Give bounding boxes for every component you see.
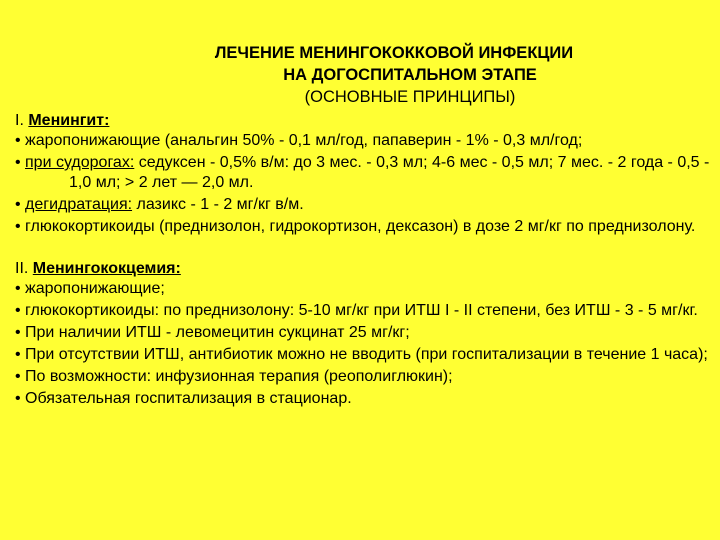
bullet-icon: •	[15, 218, 21, 235]
section-2-item	[15, 323, 710, 343]
item-text: глюкокортикоиды (преднизолон, гидрокортизон, дексазон) в дозе 2 мг/кг по преднизолону.	[25, 218, 696, 235]
section-2-item	[15, 279, 710, 299]
bullet-icon: •	[15, 132, 21, 149]
item-label: при судорогах:	[25, 154, 135, 171]
bullet-icon: •	[15, 154, 21, 171]
section-gap	[15, 237, 710, 259]
section-1-item	[15, 195, 710, 215]
section-1-item	[15, 131, 710, 151]
bullet-icon: •	[15, 196, 21, 213]
item-text: По возможности: инфузионная терапия (реополиглюкин);	[25, 368, 453, 385]
item-text: лазикс - 1 - 2 мг/кг в/м.	[132, 196, 304, 213]
item-text: седуксен - 0,5% в/м: до 3 мес. - 0,3 мл; 4-6 мес - 0,5 мл; 7 мес. - 2 года - 0,5 - 1,0 мл; > 2 лет — 2,0 мл.	[69, 154, 710, 191]
slide-body	[15, 111, 710, 409]
item-text: При наличии ИТШ - левомецитин сукцинат 25 мг/кг;	[25, 324, 410, 341]
title-line-3: (ОСНОВНЫЕ ПРИНЦИПЫ)	[304, 88, 516, 106]
item-text: жаропонижающие;	[25, 280, 165, 297]
section-1-heading	[15, 111, 710, 131]
section-2-item	[15, 345, 710, 365]
section-2-item	[15, 389, 710, 409]
section-2-heading	[15, 259, 710, 279]
section-1-item	[15, 153, 710, 193]
slide-title	[0, 42, 720, 108]
title-line-1: ЛЕЧЕНИЕ МЕНИНГОКОККОВОЙ ИНФЕКЦИИ	[214, 44, 574, 62]
bullet-icon: •	[15, 324, 21, 341]
title-line-2: НА ДОГОСПИТАЛЬНОМ ЭТАПЕ	[283, 66, 537, 84]
section-1-title: Менингит:	[28, 112, 110, 129]
item-text: жаропонижающие (анальгин 50% - 0,1 мл/год, папаверин - 1% - 0,3 мл/год;	[25, 132, 583, 149]
section-2-number: II.	[15, 260, 33, 277]
bullet-icon: •	[15, 346, 21, 363]
bullet-icon: •	[15, 390, 21, 407]
item-text: При отсутствии ИТШ, антибиотик можно не вводить (при госпитализации в течение 1 часа);	[25, 346, 708, 363]
bullet-icon: •	[15, 302, 21, 319]
section-2-title: Менингококцемия:	[32, 260, 181, 277]
item-text: глюкокортикоиды: по преднизолону: 5-10 мг/кг при ИТШ I - II степени, без ИТШ - 3 - 5 мг/кг.	[25, 302, 698, 319]
item-label: дегидратация:	[25, 196, 133, 213]
bullet-icon: •	[15, 368, 21, 385]
item-text: Обязательная госпитализация в стационар.	[25, 390, 352, 407]
section-2-item	[15, 301, 710, 321]
section-1-number: I.	[15, 112, 29, 129]
section-2-item	[15, 367, 710, 387]
bullet-icon: •	[15, 280, 21, 297]
section-1-item	[15, 217, 710, 237]
